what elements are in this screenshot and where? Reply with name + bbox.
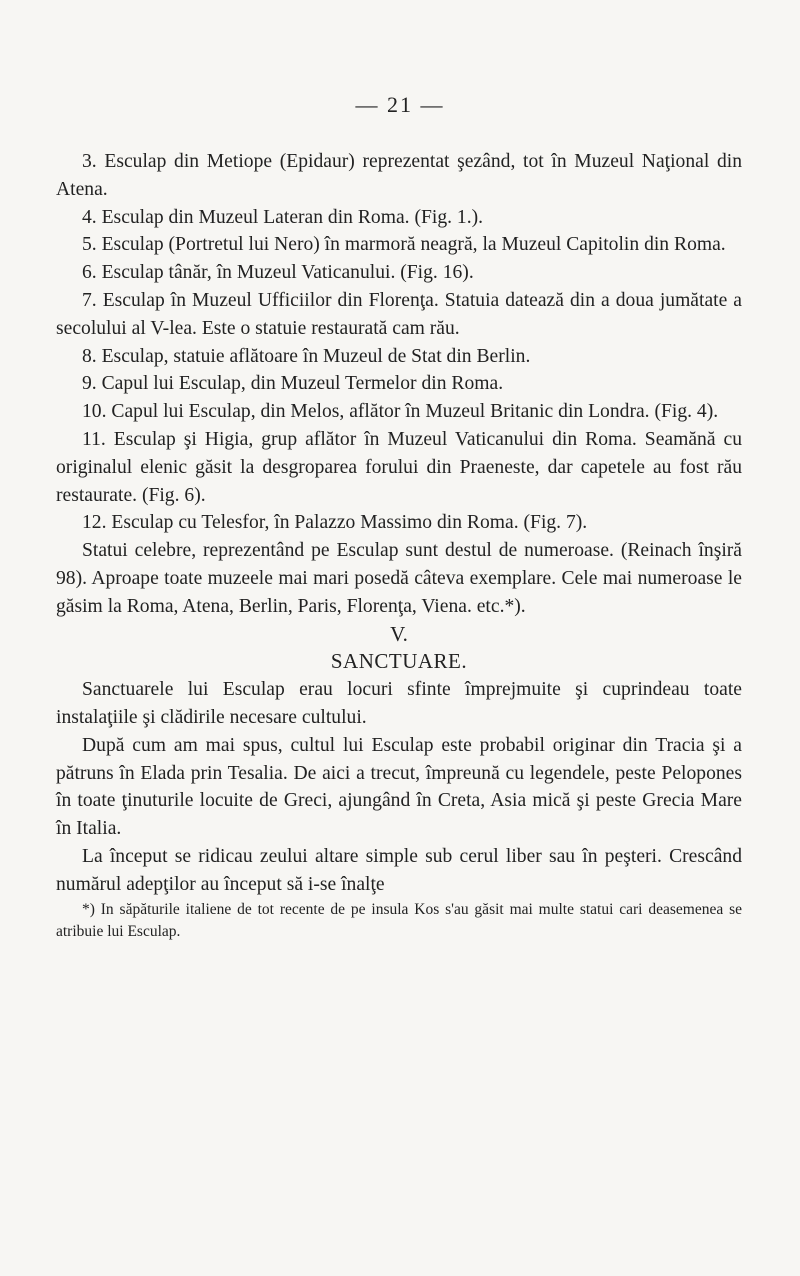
- statues-paragraph: Statui celebre, reprezentând pe Esculap sunt destul de numeroase. (Reinach înşiră 98). Aproape toate muzeele mai mari posedă câteva exemplare. Cele mai numeroase le găsim la Roma, Atena, Berlin, Paris, Florenţa, Viena. etc.*).: [56, 540, 742, 617]
- list-item: 6. Esculap tânăr, în Muzeul Vaticanului. (Fig. 16).: [82, 262, 474, 284]
- section-number: V.: [390, 621, 408, 646]
- list-item: 8. Esculap, statuie aflătoare în Muzeul de Stat din Berlin.: [82, 345, 531, 367]
- list-item: 3. Esculap din Metiope (Epidaur) reprezentat şezând, tot în Muzeul Naţional din Atena.: [56, 151, 742, 200]
- list-item: 10. Capul lui Esculap, din Melos, aflător în Muzeul Britanic din Londra. (Fig. 4).: [82, 401, 719, 423]
- paragraph: La început se ridicau zeului altare simple sub cerul liber sau în peşteri. Crescând numărul adepţilor au început să i-se înalţe: [56, 845, 742, 895]
- paragraph: După cum am mai spus, cultul lui Esculap este probabil originar din Tracia şi a pătruns în Elada prin Tesalia. De aici a trecut, împreună cu legendele, peste Pelopones în toate ţinuturile locuite de Greci, ajungând în Creta, Asia mică şi peste Grecia Mare în Italia.: [56, 734, 742, 840]
- list-item: 12. Esculap cu Telesfor, în Palazzo Massimo din Roma. (Fig. 7).: [82, 512, 588, 534]
- footnote: *) In săpăturile italiene de tot recente de pe insula Kos s'au găsit mai multe statui cari deasemenea se atribuie lui Esculap.: [56, 900, 742, 940]
- page-body: [56, 148, 742, 943]
- list-item: 9. Capul lui Esculap, din Muzeul Termelor din Roma.: [82, 373, 504, 395]
- list-item: 4. Esculap din Muzeul Lateran din Roma. (Fig. 1.).: [82, 206, 484, 228]
- list-item: 5. Esculap (Portretul lui Nero) în marmoră neagră, la Muzeul Capitolin din Roma.: [82, 234, 726, 256]
- section-title: SANCTUARE.: [330, 649, 468, 674]
- paragraph: Sanctuarele lui Esculap erau locuri sfinte împrejmuite şi cuprindeau toate instalaţiile şi clădirile necesare cultului.: [56, 679, 742, 728]
- list-item: 11. Esculap şi Higia, grup aflător în Muzeul Vaticanului din Roma. Seamănă cu originalul elenic găsit la desgroparea forului din Praeneste, dar capetele au fost rău restaurate. (Fig. 6).: [56, 428, 742, 506]
- page-number: — 21 —: [355, 92, 445, 117]
- list-item: 7. Esculap în Muzeul Ufficiilor din Florenţa. Statuia datează din a doua jumătate a secolului al V-lea. Este o statuie restaurată cam rău.: [56, 289, 742, 339]
